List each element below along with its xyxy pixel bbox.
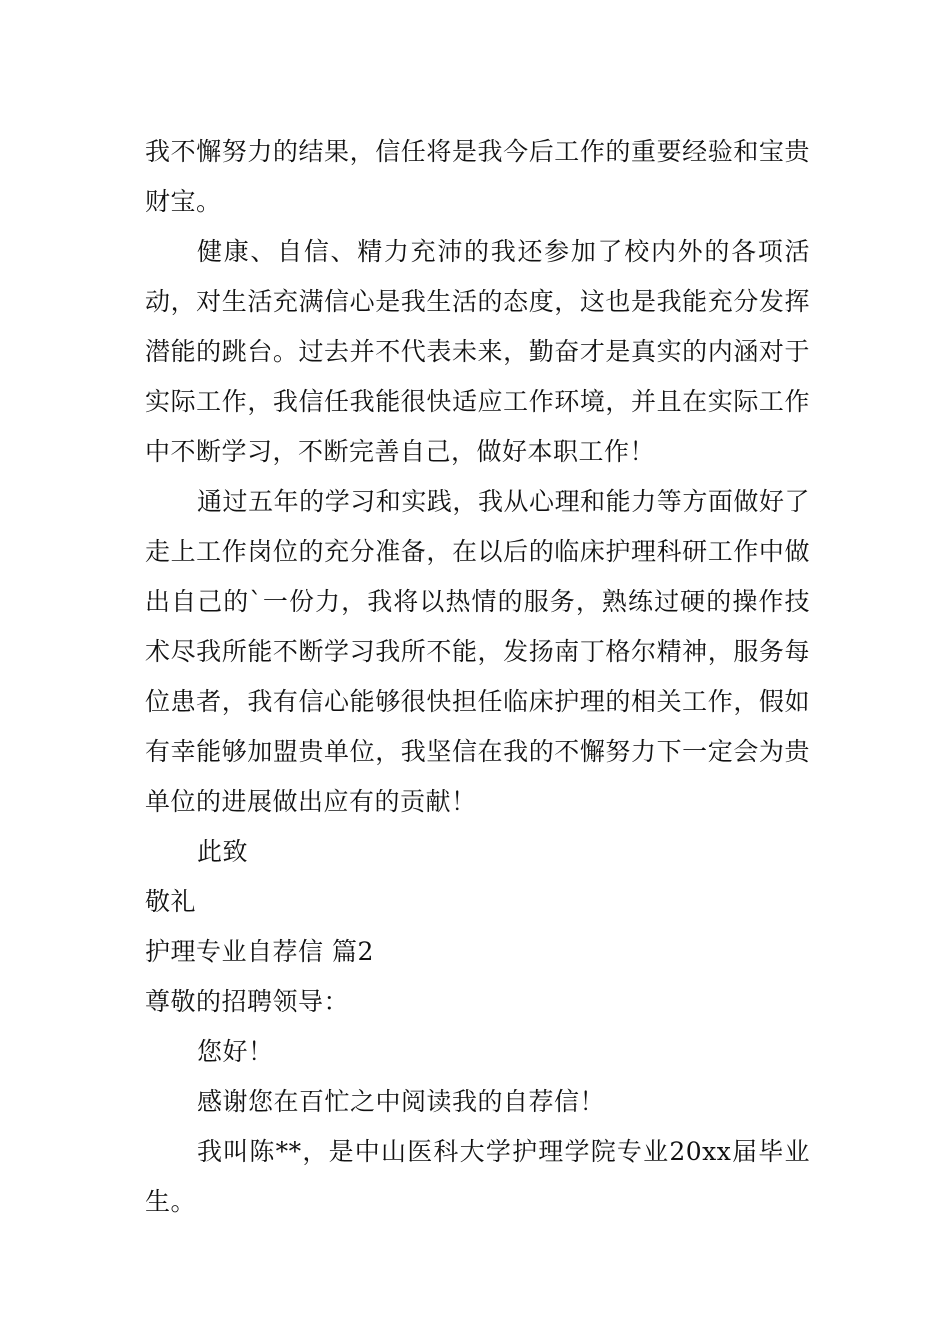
section-title: 护理专业自荐信 篇2: [145, 937, 374, 966]
paragraph-continuation: 我不懈努力的结果，信任将是我今后工作的重要经验和宝贵财宝。: [145, 137, 810, 216]
greeting: 您好！: [197, 1037, 274, 1066]
letter-salutation: 尊敬的招聘领导：: [145, 987, 350, 1016]
document-body: [145, 127, 810, 1227]
paragraph-five-years: 通过五年的学习和实践，我从心理和能力等方面做好了走上工作岗位的充分准备，在以后的临床护理科研工作中做出自己的`一份力，我将以热情的服务，熟练过硬的操作技术尽我所能不断学习我所不能，发扬南丁格尔精神，服务每位患者，我有信心能够很快担任临床护理的相关工作，假如有幸能够加盟贵单位，我坚信在我的不懈努力下一定会为贵单位的进展做出应有的贡献！: [145, 487, 810, 816]
introduction-paragraph: 我叫陈**，是中山医科大学护理学院专业20xx届毕业生。: [145, 1137, 810, 1216]
closing-regards: 敬礼: [145, 887, 197, 916]
thanks-paragraph: 感谢您在百忙之中阅读我的自荐信！: [197, 1087, 606, 1116]
closing-salutation: 此致: [197, 837, 249, 866]
paragraph-activities: 健康、自信、精力充沛的我还参加了校内外的各项活动，对生活充满信心是我生活的态度，这也是我能充分发挥潜能的跳台。过去并不代表未来，勤奋才是真实的内涵对于实际工作，我信任我能很快适应工作环境，并且在实际工作中不断学习，不断完善自己，做好本职工作！: [145, 237, 810, 466]
